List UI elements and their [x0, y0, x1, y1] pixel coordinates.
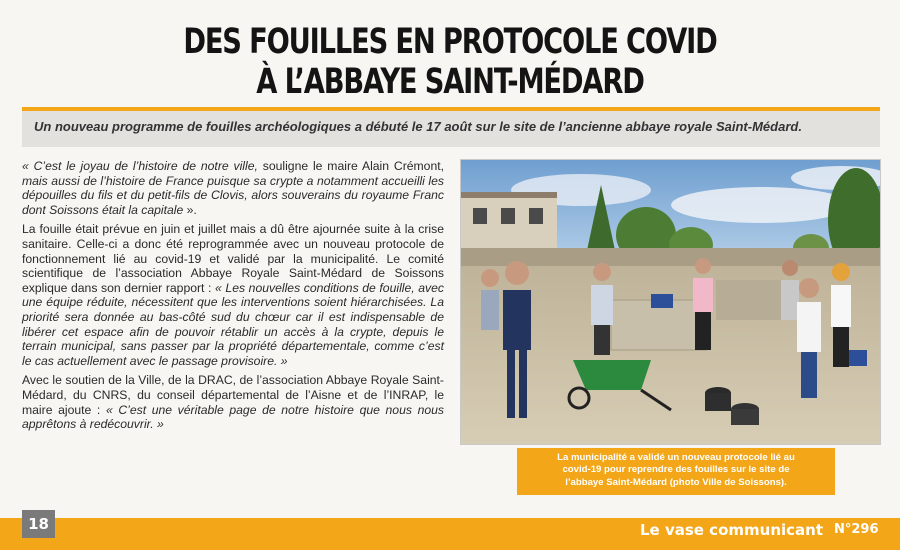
caption-line: covid-19 pour reprendre des fouilles sur le site de — [562, 464, 790, 476]
title-line-2: À L’ABBAYE SAINT-MÉDARD — [256, 62, 644, 102]
lead-text: Un nouveau programme de fouilles archéologiques a débuté le 17 août sur le site de l’ancienne abbaye royale Saint-Médard. — [34, 119, 802, 134]
body-text: ». — [183, 202, 197, 217]
caption-line: La municipalité a validé un nouveau protocole lié au — [557, 452, 795, 463]
photo-illustration — [461, 160, 880, 444]
paragraph — [22, 159, 444, 217]
issue-number: N°296 — [834, 522, 879, 537]
article-body — [22, 159, 444, 437]
quote-text: « C’est une véritable page de notre histoire que nous nous apprêtons à redécouvrir. » — [22, 402, 445, 432]
paragraph — [22, 373, 444, 431]
body-text: Avec le soutien de la Ville, de la DRAC, de l’association Abbaye Royale Saint-Médard, du CNRS, du conseil départemental de l’Aisne et de l’INRAP, le maire ajoute : — [22, 373, 444, 417]
photo-caption — [517, 448, 835, 495]
caption-line: l’abbaye Saint-Médard (photo Ville de Soissons). — [565, 476, 787, 488]
title-line-1: DES FOUILLES EN PROTOCOLE COVID — [183, 22, 717, 62]
body-text: souligne le maire Alain Crémont, — [257, 159, 445, 173]
body-text: La fouille était prévue en juin et juillet mais a dû être ajournée suite à la crise sanitaire. Celle-ci a donc été reprogrammée avec un nouveau protocole de fonctionnement lié au covid-19 et validé par la municipalité. Le comité scientifique de l’association Abbaye Royale Saint-Médard de Soissons explique dans son dernier rapport : — [22, 222, 444, 295]
page-number: 18 — [22, 510, 55, 538]
quote-text: « Les nouvelles conditions de fouille, avec une équipe réduite, nécessitent que les interventions soient hiérarchisées. La priorité sera donnée au bas-côté sud du chœur car il est indispensable de libérer cet espace afin de pouvoir rétablir un accès à la crypte, depuis le terrain municipal, sans passer par la propriété départementale, comme c’est le cas actuellement avec le passage provisoire. » — [22, 280, 444, 368]
quote-text: « C’est le joyau de l’histoire de notre ville, — [22, 159, 258, 173]
article-title — [99, 22, 801, 102]
magazine-name: Le vase communicant — [640, 521, 823, 539]
paragraph — [22, 222, 444, 368]
excavation-photo — [460, 159, 881, 445]
quote-text: mais aussi de l’histoire de France puisque sa crypte a notamment accueilli les dépouilles du fils et du petit-fils de Clovis, alors souverains du royaume Franc dont Soissons était la capitale — [22, 173, 444, 217]
